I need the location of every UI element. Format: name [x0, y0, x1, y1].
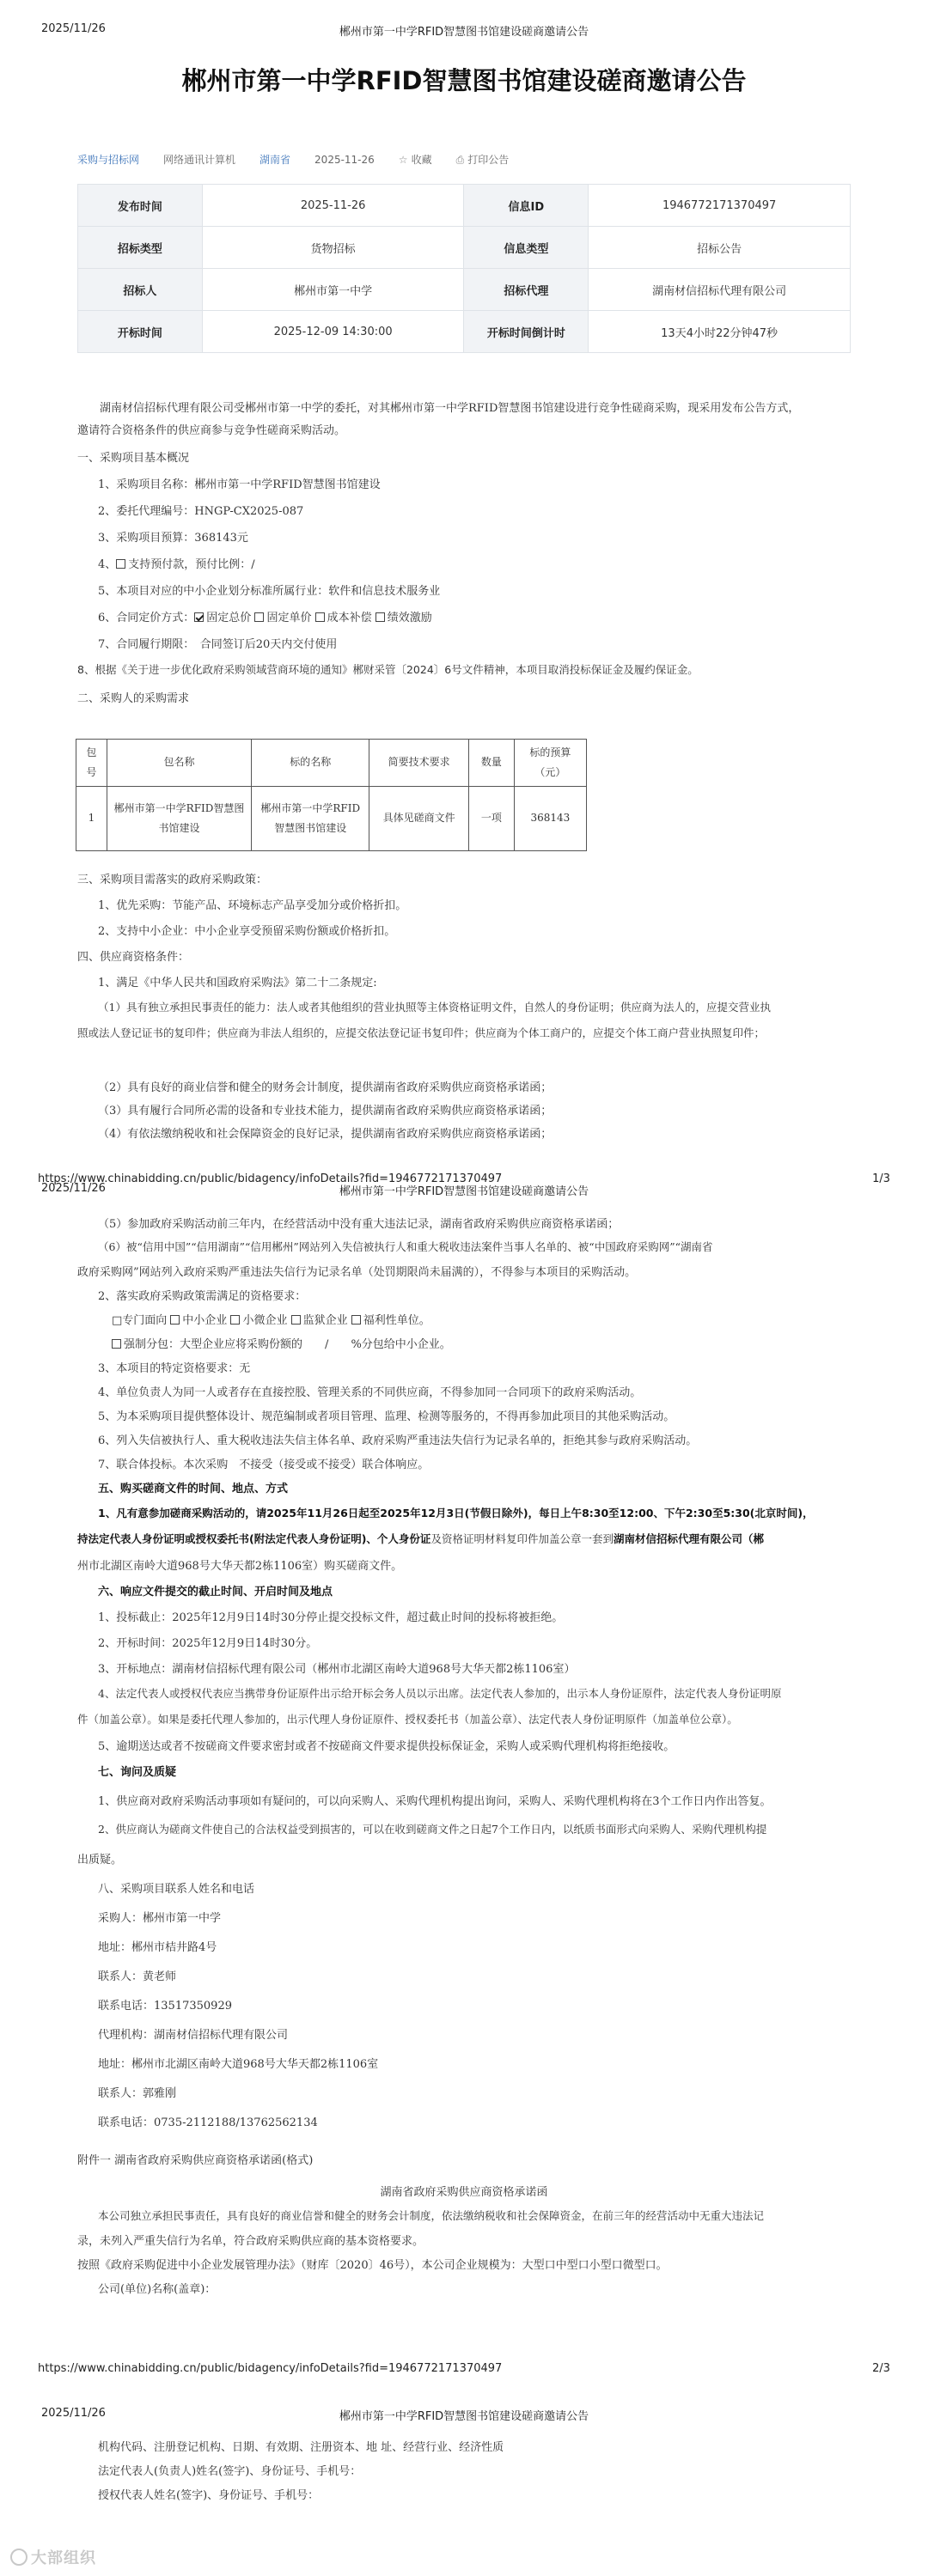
print-icon: ⎙	[455, 154, 465, 166]
sme-checkbox	[170, 1315, 180, 1325]
footer-url: https://www.chinabidding.cn/public/bidagency/infoDetails?fid=1946772171370497	[38, 2362, 503, 2375]
info-table: 发布时间 2025-11-26 信息ID 1946772171370497 招标类型 货物招标 信息类型 招标公告 招标人 郴州市第一中学 招标代理 湖南材信招标代理有限公司 开标时间 2025-12-09 14:30:00 开标时间倒计时 13天4小时22分钟47秒	[77, 184, 851, 353]
requirement-table: 包号 包名称 标的名称 简要技术要求 数量 标的预算（元） 1 郴州市第一中学RFID智慧图书馆建设 郴州市第一中学RFID智慧图书馆建设 具体见磋商文件 一项 368143	[76, 739, 587, 851]
section-heading: 一、采购项目基本概况	[77, 452, 190, 465]
section-heading: 三、采购项目需落实的政府采购政策：	[77, 874, 268, 886]
info-id-value: 1946772171370497	[589, 185, 851, 227]
print-date: 2025/11/26	[41, 22, 106, 35]
print-header	[0, 2400, 928, 2426]
print-date: 2025/11/26	[41, 1182, 106, 1195]
prepay-checkbox	[116, 559, 125, 569]
star-icon: ☆	[398, 154, 408, 166]
section-heading: 四、供应商资格条件：	[77, 951, 190, 964]
publish-date: 2025-11-26	[314, 153, 375, 166]
welfare-checkbox	[351, 1315, 361, 1325]
attachment-title: 湖南省政府采购供应商资格承诺函	[380, 2186, 548, 2199]
section-heading: 二、采购人的采购需求	[77, 692, 190, 705]
open-time-value: 2025-12-09 14:30:00	[202, 311, 464, 353]
countdown-value: 13天4小时22分钟47秒	[589, 311, 851, 353]
print-date: 2025/11/26	[41, 2407, 106, 2420]
page-number: 2/3	[872, 2362, 890, 2375]
table-row: 1 郴州市第一中学RFID智慧图书馆建设 郴州市第一中学RFID智慧图书馆建设 具体见磋商文件 一项 368143	[76, 786, 587, 850]
print-title: 郴州市第一中学RFID智慧图书馆建设磋商邀请公告	[339, 2410, 589, 2423]
section-heading: 五、购买磋商文件的时间、地点、方式	[98, 1483, 289, 1495]
micro-checkbox	[230, 1315, 240, 1325]
tenderer-value: 郴州市第一中学	[202, 269, 464, 311]
print-header	[0, 15, 928, 41]
page-number: 1/3	[872, 1172, 890, 1185]
category-label[interactable]: 网络通讯计算机	[163, 154, 236, 166]
meta-bar	[77, 152, 509, 167]
prison-checkbox	[291, 1315, 301, 1325]
watermark: 大部组织	[10, 2546, 96, 2568]
cost-comp-checkbox	[315, 612, 325, 622]
region-link[interactable]: 湖南省	[259, 154, 291, 166]
footer-url: https://www.chinabidding.cn/public/bidagency/infoDetails?fid=1946772171370497	[38, 1172, 503, 1185]
print-button[interactable]: ⎙ 打印公告	[455, 154, 510, 166]
print-title: 郴州市第一中学RFID智慧图书馆建设磋商邀请公告	[339, 1185, 589, 1198]
perf-incentive-checkbox	[375, 612, 385, 622]
publish-time-value: 2025-11-26	[202, 185, 464, 227]
fixed-unit-checkbox	[254, 612, 264, 622]
info-type-value: 招标公告	[589, 227, 851, 269]
fixed-total-checkbox	[194, 612, 204, 622]
page-title: 郴州市第一中学RFID智慧图书馆建设磋商邀请公告	[181, 66, 747, 95]
print-title: 郴州市第一中学RFID智慧图书馆建设磋商邀请公告	[339, 26, 589, 39]
bid-type-value: 货物招标	[202, 227, 464, 269]
section-heading: 八、采购项目联系人姓名和电话	[98, 1883, 255, 1896]
agent-value: 湖南材信招标代理有限公司	[589, 269, 851, 311]
source-link[interactable]: 采购与招标网	[77, 154, 140, 166]
section-heading: 七、询问及质疑	[98, 1766, 177, 1779]
watermark-logo-icon	[10, 2549, 27, 2566]
favorite-button[interactable]: ☆ 收藏	[398, 154, 432, 166]
section-heading: 六、响应文件提交的截止时间、开启时间及地点	[98, 1586, 333, 1599]
subcontract-checkbox	[112, 1339, 121, 1349]
